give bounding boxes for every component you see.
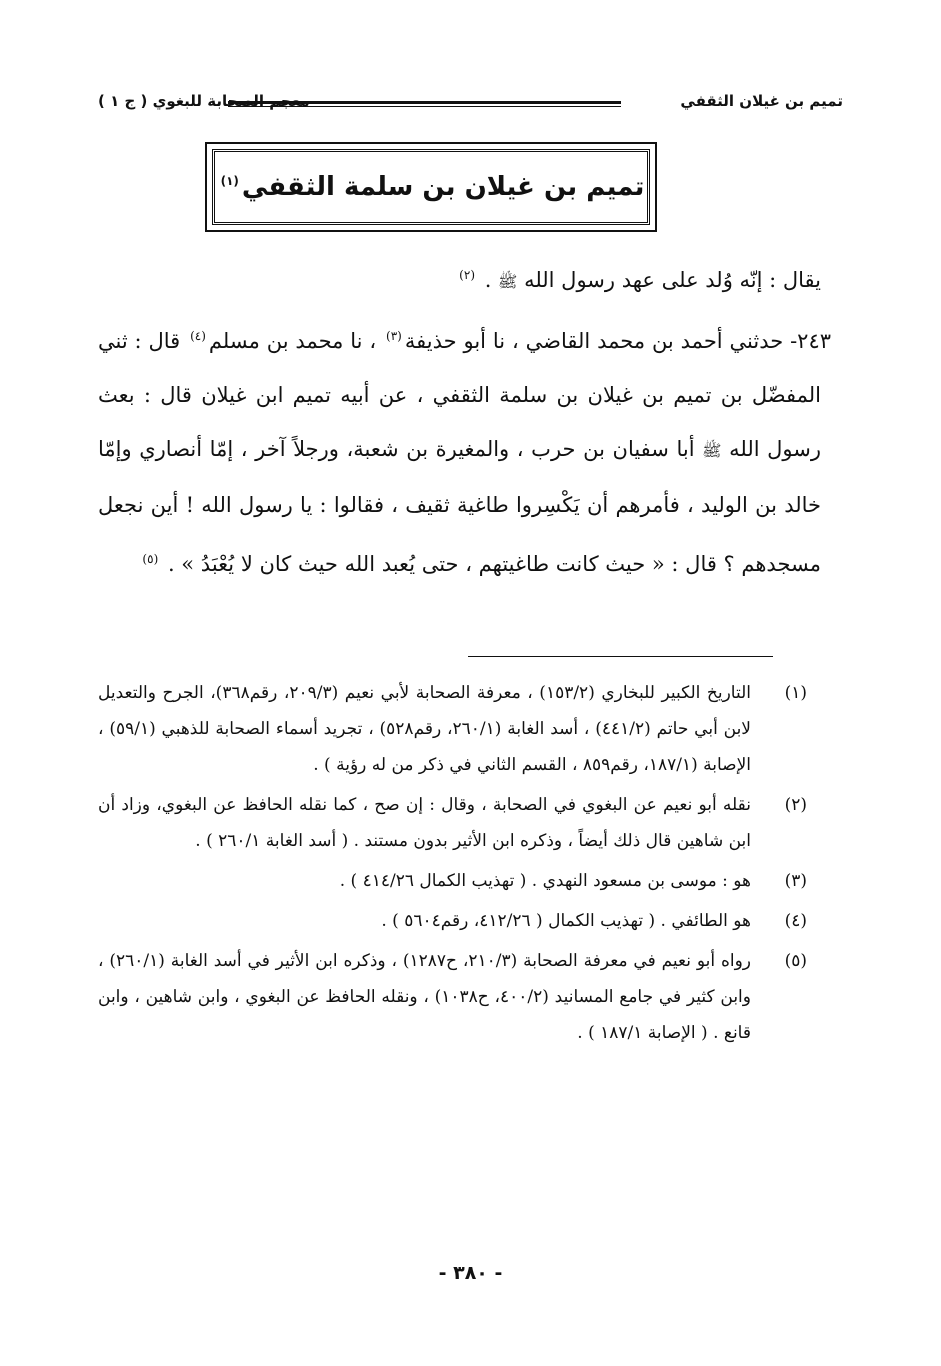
footnote-ref-2: (٢) [459, 268, 475, 282]
hadith-part3: قال : ثني المفضّل بن تميم بن غيلان بن سلمة الثقفي ، عن أبيه تميم ابن غيلان قال : بعث رسول الله [98, 329, 821, 461]
hadith-part2: ، نا محمد بن مسلم [208, 329, 384, 353]
running-header [98, 92, 843, 122]
footnote-number: (٣) [784, 871, 807, 891]
hadith-part4: أبا سفيان بن حرب ، والمغيرة بن شعبة، ورجلاً آخر ، إمّا أنصاري وإمّا خالد بن الوليد ، فأمرهم أن يَكْسِروا طاغية ثقيف ، فقالوا : يا رسول الله ! أين نجعل مسجدهم ؟ قال : « حيث كانت طاغيتهم ، حتى يُعبد الله حيث كان لا يُعْبَدُ » . [98, 437, 821, 576]
footnote-4 [98, 903, 807, 939]
salla-symbol-2: ﷺ [702, 441, 722, 460]
footnote-text: هو : موسى بن مسعود النهدي . ( تهذيب الكمال ٤١٤/٢٦ ) . [339, 871, 751, 891]
footnote-text: هو الطائفي . ( تهذيب الكمال ( ٤١٢/٢٦، رقم٥٦٠٤ ) . [381, 911, 751, 931]
footnote-text: رواه أبو نعيم في معرفة الصحابة (٢١٠/٣، ح١٢٨٧) ، وذكره ابن الأثير في أسد الغابة (٢٦٠/١) ، وابن كثير في جامع المسانيد (٤٠٠/٢، ح١٠٣٨) ، ونقله الحافظ عن البغوي ، وابن شاهين ، وابن قانع . ( الإصابة ١٨٧/١ ) . [98, 951, 751, 1043]
footnote-number: (٢) [784, 795, 807, 815]
main-text [98, 248, 832, 591]
footnote-ref-1: (١) [220, 174, 239, 189]
footnote-5 [98, 943, 807, 1051]
footnote-text: التاريخ الكبير للبخاري (١٥٣/٢) ، معرفة الصحابة لأبي نعيم (٢٠٩/٣، رقم٣٦٨)، الجرح والتعديل لابن أبي حاتم (٤٤١/٢) ، أسد الغابة (٢٦٠/١، رقم٥٢٨) ، تجريد أسماء الصحابة للذهبي (٥٩/١) ، الإصابة (١٨٧/١، رقم٨٥٩ ، القسم الثاني في ذكر من له رؤية ) . [98, 683, 751, 775]
entry-title-box [205, 142, 657, 232]
intro-paragraph [98, 248, 821, 309]
footnote-3 [98, 863, 807, 899]
hadith-paragraph [98, 309, 832, 591]
footnote-ref-4: (٤) [190, 329, 206, 343]
entry-title-frame [212, 149, 650, 225]
page-number: - ٣٨٠ - [438, 1262, 503, 1284]
footnotes [98, 675, 807, 1055]
intro-end: . [484, 268, 499, 292]
entry-title-text: تميم بن غيلان بن سلمة الثقفي [241, 172, 645, 202]
footnote-number: (١) [784, 683, 807, 703]
hadith-part1: ٢٤٣- حدثني أحمد بن محمد القاضي ، نا أبو حذيفة [404, 329, 832, 353]
footnote-ref-3: (٣) [386, 329, 402, 343]
footnote-number: (٥) [784, 951, 807, 971]
footnote-ref-5: (٥) [142, 552, 159, 566]
footnote-divider [468, 656, 773, 657]
footnote-2 [98, 787, 807, 859]
entry-title [218, 172, 645, 202]
header-entry-title: تميم بن غيلان الثقفي [680, 92, 843, 110]
footnote-text: نقله أبو نعيم عن البغوي في الصحابة ، وقال : إن صح ، كما نقله الحافظ عن البغوي، وزاد أن ابن شاهين قال ذلك أيضاً ، وذكره ابن الأثير بدون مستند . ( أسد الغابة ٢٦٠/١ ) . [98, 795, 751, 851]
intro-text: يقال : إنّه وُلد على عهد رسول الله [524, 268, 821, 292]
header-book-title: معجم الصحابة للبغوي ( ج ١ ) [98, 92, 310, 110]
salla-symbol: ﷺ [498, 272, 518, 291]
footnote-number: (٤) [784, 911, 807, 931]
footnote-1 [98, 675, 807, 783]
